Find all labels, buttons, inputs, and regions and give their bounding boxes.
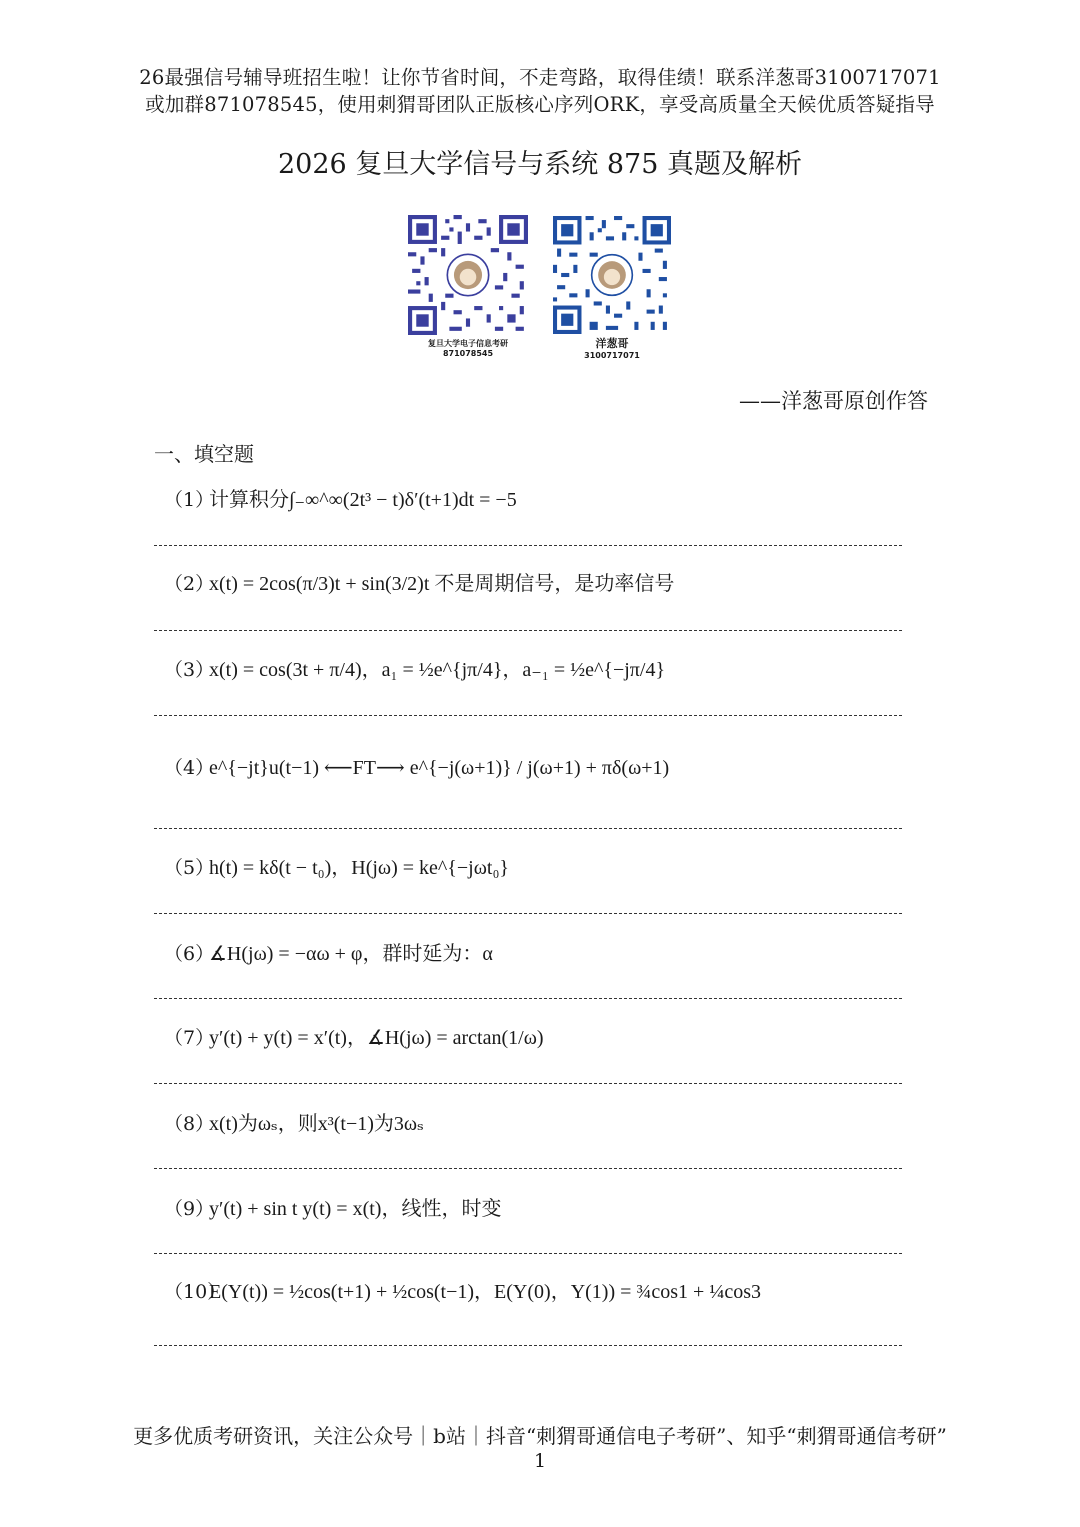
qr-code-icon [407,215,529,335]
section-title: 一、填空题 [154,442,254,466]
qr-subcaption: 871078545 [442,349,494,358]
question-number: （8） [164,1113,215,1135]
question-number: （5） [164,857,215,879]
question-text: 计算积分∫₋∞^∞(2t³ − t)δ′(t+1)dt = −5 [209,489,517,511]
question-number: （3） [164,659,215,681]
qr-caption: 洋葱哥 [595,337,629,350]
question-item [164,746,669,790]
question-number: （7） [164,1027,215,1049]
dashed-divider [154,630,902,631]
question-number: （9） [164,1198,215,1220]
question-text: e^{−jt}u(t−1) ⟵FT⟶ e^{−j(ω+1)} / j(ω+1) + πδ(ω+1) [209,757,670,779]
page-number: 1 [533,1450,547,1472]
page-title: 2026 复旦大学信号与系统 875 真题及解析 [278,149,802,180]
dashed-divider [154,1168,902,1169]
question-number: （10） [164,1281,227,1303]
question-item [164,1102,424,1146]
dashed-divider [154,828,902,829]
author-signature: ——洋葱哥原创作答 [739,389,928,413]
question-item [164,1016,544,1060]
qr-subcaption: 3100717071 [584,351,640,360]
question-number: （4） [164,757,215,779]
question-item [164,846,509,890]
question-number: （1） [164,489,215,511]
dashed-divider [154,998,902,999]
header-line-1: 26最强信号辅导班招生啦！让你节省时间，不走弯路，取得佳绩！联系洋葱哥3100717071 [139,66,941,89]
question-item [164,478,517,522]
qr-caption: 复旦大学电子信息考研 [428,339,508,348]
question-number: （2） [164,573,215,595]
question-number: （6） [164,943,215,965]
question-text: x(t) = 2cos(π/3)t + sin(3/2)t 不是周期信号，是功率信号 [209,573,675,595]
question-text: x(t)为ωₛ，则x³(t−1)为3ωₛ [209,1113,424,1135]
footer-text: 更多优质考研资讯，关注公众号｜b站｜抖音“刺猬哥通信电子考研”、知乎“刺猬哥通信考研” [133,1424,947,1448]
dashed-divider [154,1253,902,1254]
question-text: E(Y(t)) = ½cos(t+1) + ½cos(t−1)，E(Y(0)，Y(1)) = ¾cos1 + ¼cos3 [209,1281,761,1303]
qr-code-icon [553,215,671,335]
question-text: y′(t) + sin t y(t) = x(t)，线性，时变 [209,1198,502,1220]
qr-block-personal [551,215,673,361]
qr-block-group [405,215,531,359]
question-item [164,648,665,692]
dashed-divider [154,1083,902,1084]
question-text: h(t) = kδ(t − t₀)，H(jω) = ke^{−jωt₀} [209,857,510,879]
question-text: y′(t) + y(t) = x′(t)，∡H(jω) = arctan(1/ω) [209,1027,544,1049]
question-item [164,562,674,606]
question-text: x(t) = cos(3t + π/4)，a₁ = ½e^{jπ/4}，a₋₁ = ½e^{−jπ/4} [209,659,666,681]
question-text: ∡H(jω) = −αω + φ，群时延为：α [209,943,493,965]
question-item [164,932,493,976]
dashed-divider [154,913,902,914]
dashed-divider [154,1345,902,1346]
question-item [164,1270,761,1314]
header-line-2: 或加群871078545，使用刺猬哥团队正版核心序列ORK，享受高质量全天候优质答疑指导 [145,93,935,116]
dashed-divider [154,715,902,716]
question-item [164,1187,501,1231]
dashed-divider [154,545,902,546]
